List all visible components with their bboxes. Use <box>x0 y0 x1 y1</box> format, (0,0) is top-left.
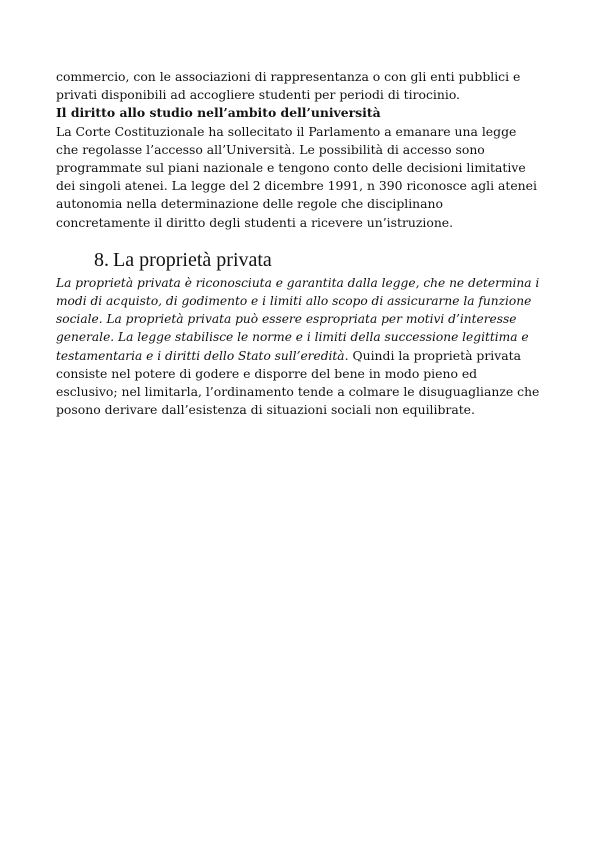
spacer <box>56 232 540 248</box>
paragraph-continuation: . Quindi la proprietà privata consiste nel potere di godere e disporre del bene in modo pieno ed esclusivo; nel limitarla, l’ordinamento tende a colmare le disuguaglianze che posono derivare dall’esistenza di situazioni sociali non equilibrate. <box>56 347 540 418</box>
subheading-diritto-studio: Il diritto allo studio nell’ambito dell’università <box>56 105 381 121</box>
paragraph-proprieta-privata <box>56 274 540 420</box>
paragraph-corte-costituzionale: La Corte Costituzionale ha sollecitato il Parlamento a emanare una legge che regolasse l’accesso all’Università. Le possibilità di accesso sono programmate sul piani nazionale e tengono conto delle decisioni limitative dei singoli atenei. La legge del 2 dicembre 1991, n 390 riconosce agli atenei autonomia nella determinazione delle regole che disciplinano concretamente il diritto degli studenti a ricevere un’istruzione. <box>56 123 537 230</box>
page-content <box>56 68 540 419</box>
italic-constitution-quote: La proprietà privata è riconosciuta e garantita dalla legge, che ne determina i modi di acquisto, di godimento e i limiti allo scopo di assicurarne la funzione sociale. La proprietà privata può essere espropriata per motivi d’interesse generale. La legge stabilisce le norme e i limiti della successione legittima e testamentaria e i diritti dello Stato sull’eredità <box>56 275 540 363</box>
section-heading <box>94 248 540 272</box>
section-title: La proprietà privata <box>113 248 272 271</box>
paragraph-tirocinio: commercio, con le associazioni di rappresentanza o con gli enti pubblici e privati disponibili ad accogliere studenti per periodi di tirocinio. <box>56 69 521 103</box>
section-number: 8. <box>94 248 109 271</box>
